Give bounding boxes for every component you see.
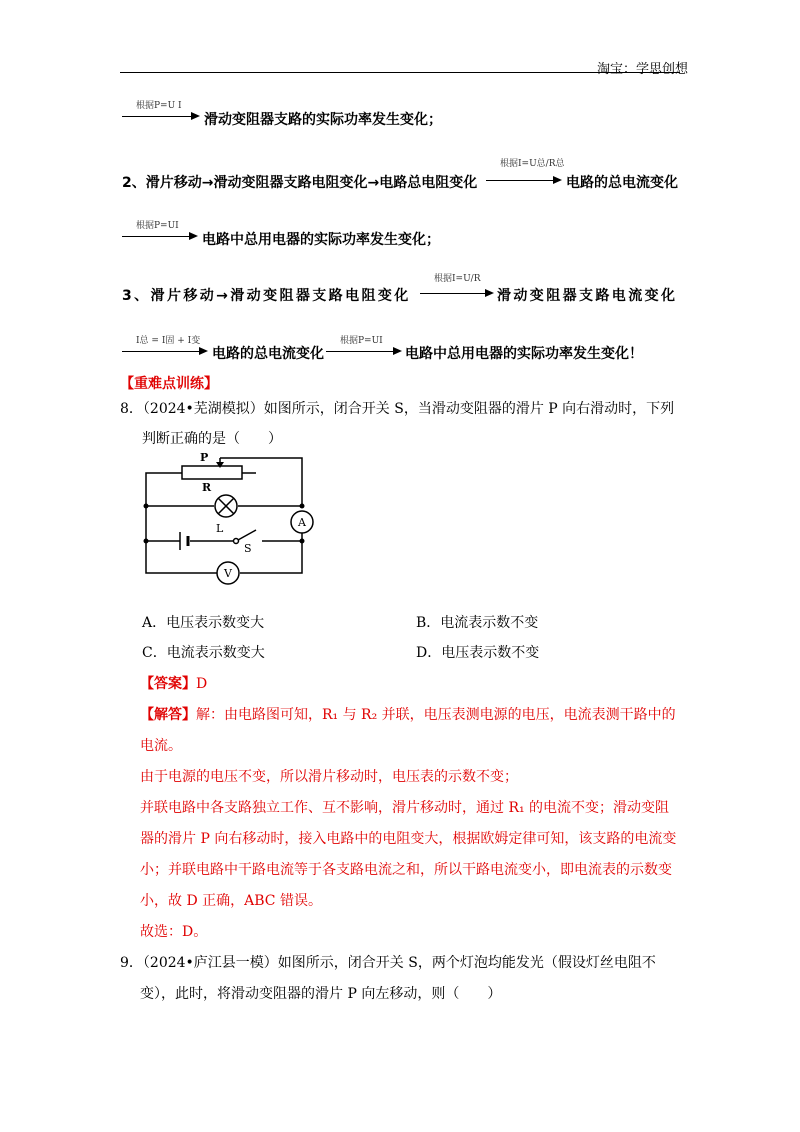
header-rule	[120, 72, 680, 73]
analysis-line-5: 小；并联电路中干路电流等于各支路电流之和，所以干路电流变小，即电流表的示数变	[140, 862, 672, 878]
arrow-label: 根据P=UI	[340, 336, 383, 346]
analysis-line-3: 并联电路中各支路独立工作、互不影响，滑片移动时，通过 R₁ 的电流不变；滑动变阻	[140, 800, 670, 816]
analysis-line-2: 由于电源的电压不变，所以滑片移动时，电压表的示数不变；	[140, 769, 518, 785]
arrow-label: 根据I=U总/R总	[500, 159, 565, 169]
label-R: R	[202, 481, 212, 494]
arrow-label: 根据P=U I	[136, 101, 182, 111]
analysis-line-1: 电流。	[140, 738, 182, 754]
section-title: 【重难点训练】	[120, 376, 218, 392]
answer-value: D	[196, 676, 208, 692]
analysis-text: 解：由电路图可知，R₁ 与 R₂ 并联，电压表测电源的电压，电流表测干路中的	[196, 707, 676, 723]
answer-label: 【答案】	[140, 676, 196, 692]
header-shop: 淘宝：学思创想	[596, 62, 688, 77]
option-c: C．电流表示数变大	[142, 645, 265, 661]
line-1: 滑动变阻器支路的实际功率发生变化；	[204, 112, 442, 128]
arrow-6	[326, 336, 402, 357]
arrow-label: I总 = I固 + I变	[136, 336, 201, 346]
label-L: L	[216, 522, 224, 535]
arrow-4	[420, 274, 494, 299]
arrow-5	[122, 336, 208, 357]
option-b: B．电流表示数不变	[416, 615, 539, 631]
q9-stem-2: 变），此时，将滑动变阻器的滑片 P 向左移动，则（ ）	[140, 986, 502, 1002]
line-3: 电路中总用电器的实际功率发生变化；	[202, 232, 440, 248]
q8-stem-2: 判断正确的是（ ）	[142, 431, 282, 447]
circuit-diagram	[136, 448, 326, 588]
analysis-label: 【解答】	[140, 707, 196, 723]
option-a: A．电压表示数变大	[142, 615, 265, 631]
q8-stem-1: 8．（2024•芜湖模拟）如图所示，闭合开关 S，当滑动变阻器的滑片 P 向右滑动时，下列	[120, 401, 675, 417]
analysis-line-6: 小，故 D 正确，ABC 错误。	[140, 893, 322, 909]
arrow-1	[122, 101, 200, 122]
line-4b: 滑动变阻器支路电流变化	[497, 288, 678, 304]
label-P: P	[200, 451, 209, 464]
analysis-line-4: 器的滑片 P 向右移动时，接入电路中的电阻变大，根据欧姆定律可知，该支路的电流变	[140, 831, 677, 847]
arrow-2	[486, 159, 565, 186]
arrow-label: 根据P=UI	[136, 221, 179, 231]
line-2b: 电路的总电流变化	[566, 175, 678, 191]
answer-line	[140, 673, 207, 693]
line-5a: 电路的总电流变化	[212, 346, 324, 362]
line-5b: 电路中总用电器的实际功率发生变化！	[405, 346, 643, 362]
line-4a: 3、滑片移动→滑动变阻器支路电阻变化	[122, 288, 411, 304]
analysis-line-7: 故选：D。	[140, 924, 208, 940]
label-A: A	[298, 516, 306, 529]
arrow-label: 根据I=U/R	[434, 274, 481, 284]
analysis-line-0	[140, 704, 676, 724]
label-S: S	[244, 542, 252, 555]
line-2a: 2、滑片移动→滑动变阻器支路电阻变化→电路总电阻变化	[122, 175, 478, 191]
option-d: D．电压表示数不变	[416, 645, 540, 661]
q9-stem-1: 9．（2024•庐江县一模）如图所示，闭合开关 S，两个灯泡均能发光（假设灯丝电阻不	[120, 955, 656, 971]
arrow-3	[122, 221, 198, 242]
label-V: V	[224, 567, 232, 580]
